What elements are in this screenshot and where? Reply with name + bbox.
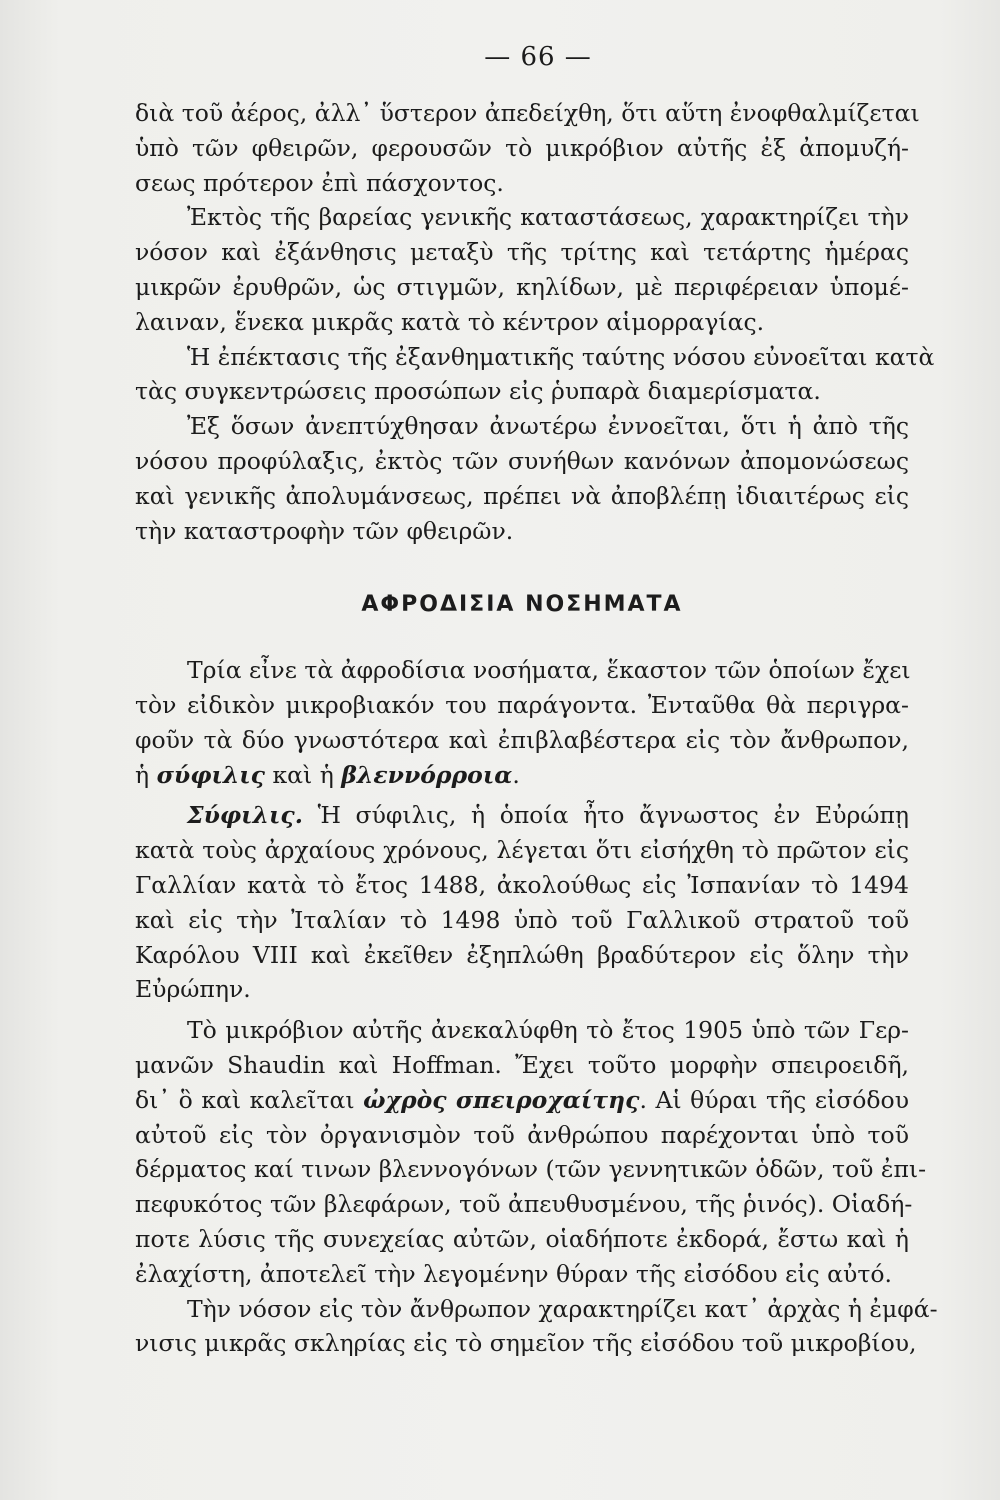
text-line: Τρία εἶνε τὰ ἀφροδίσια νοσήματα, ἕκαστον τῶν ὁποίων ἔχει [187, 656, 911, 685]
paragraph [135, 1292, 938, 1362]
text-line: διὰ τοῦ ἀέρος, ἀλλ᾽ ὕστερον ἀπεδείχθη, ὅτι αὕτη ἐνοφθαλμίζεται [135, 99, 920, 127]
paragraph [135, 798, 909, 1007]
emphasized-term: σύφιλις [156, 760, 265, 789]
text-line: ἐλαχίστη, ἀποτελεῖ τὴν λεγομένην θύραν τῆς εἰσόδου εἰς αὐτό. [135, 1259, 892, 1288]
text-line: μικρῶν ἐρυθρῶν, ὡς στιγμῶν, κηλίδων, μὲ περιφέρειαν ὑπομέ- [135, 272, 909, 301]
text-line [135, 1083, 909, 1118]
text-line: τὸν εἰδικὸν μικροβιακόν του παράγοντα. Ἐνταῦθα θὰ περιγρα- [135, 690, 909, 719]
emphasized-term: βλεννόρροια [341, 760, 513, 789]
paragraph [135, 1013, 927, 1291]
text-line: αὐτοῦ εἰς τὸν ὀργανισμὸν τοῦ ἀνθρώπου παρέχονται ὑπὸ τοῦ [135, 1120, 909, 1149]
text-line: Ἐκτὸς τῆς βαρείας γενικῆς καταστάσεως, χαρακτηρίζει τὴν [187, 203, 909, 232]
text-fragment: ἡ [135, 760, 157, 789]
text-line: φοῦν τὰ δύο γνωστότερα καὶ ἐπιβλαβέστερα εἰς τὸν ἄνθρωπον, [135, 725, 909, 754]
text-line: Καρόλου VIII καὶ ἐκεῖθεν ἐξηπλώθη βραδύτερον εἰς ὅλην τὴν [135, 940, 909, 969]
text-line [135, 758, 909, 793]
paragraph [135, 653, 909, 792]
text-line: πεφυκότος τῶν βλεφάρων, τοῦ ἀπευθυσμένου, τῆς ῥινός). Οἱαδή- [135, 1190, 913, 1219]
page-number: — 66 — [484, 42, 592, 72]
paragraph [135, 409, 909, 548]
text-line: Ἐξ ὅσων ἀνεπτύχθησαν ἀνωτέρω ἐννοεῖται, ὅτι ἡ ἀπὸ τῆς [187, 412, 909, 441]
text-line: Γαλλίαν κατὰ τὸ ἔτος 1488, ἀκολούθως εἰς Ἰσπανίαν τὸ 1494 [135, 870, 909, 899]
text-line: νισις μικρᾶς σκληρίας εἰς τὸ σημεῖον τῆς εἰσόδου τοῦ μικροβίου, [135, 1329, 917, 1358]
emphasized-term: ὠχρὸς σπειροχαίτης [363, 1085, 640, 1114]
text-line: Ἡ ἐπέκτασις τῆς ἐξανθηματικῆς ταύτης νόσου εὐνοεῖται κατὰ [187, 342, 935, 371]
paragraph [135, 96, 920, 200]
text-fragment: . Αἱ θύραι τῆς εἰσόδου [639, 1085, 909, 1114]
text-line: κατὰ τοὺς ἀρχαίους χρόνους, λέγεται ὅτι εἰσήχθη τὸ πρῶτον εἰς [135, 836, 909, 865]
text-fragment: δι᾽ ὃ καὶ καλεῖται [135, 1085, 364, 1114]
text-line: Τὸ μικρόβιον αὐτῆς ἀνεκαλύφθη τὸ ἔτος 1905 ὑπὸ τῶν Γερ- [187, 1016, 909, 1045]
text-line [135, 798, 909, 833]
section-heading: ΑΦΡΟΔΙΣΙΑ ΝΟΣΗΜΑΤΑ [361, 592, 683, 618]
paragraph [135, 340, 935, 410]
text-line: Εὐρώπην. [135, 975, 251, 1004]
text-line: μανῶν Shaudin καὶ Hoffman. Ἔχει τοῦτο μορφὴν σπειροειδῆ, [135, 1050, 909, 1079]
text-line: ποτε λύσις τῆς συνεχείας αὐτῶν, οἱαδήποτε ἐκδορά, ἔστω καὶ ἡ [135, 1224, 909, 1253]
text-line: λαιναν, ἕνεκα μικρᾶς κατὰ τὸ κέντρον αἱμορραγίας. [135, 307, 765, 336]
text-line: καὶ εἰς τὴν Ἰταλίαν τὸ 1498 ὑπὸ τοῦ Γαλλικοῦ στρατοῦ τοῦ [135, 905, 909, 934]
text-fragment: . [512, 760, 520, 789]
text-line: τὴν καταστροφὴν τῶν φθειρῶν. [135, 516, 514, 545]
text-line: Τὴν νόσον εἰς τὸν ἄνθρωπον χαρακτηρίζει κατ᾽ ἀρχὰς ἡ ἐμφά- [187, 1294, 938, 1323]
paragraph [135, 200, 909, 339]
text-line: σεως πρότερον ἐπὶ πάσχοντος. [135, 168, 504, 197]
text-fragment: Ἡ σύφιλις, ἡ ὁποία ἦτο ἄγνωστος ἐν Εὐρώπῃ [302, 801, 909, 830]
text-line: καὶ γενικῆς ἀπολυμάνσεως, πρέπει νὰ ἀποβλέπῃ ἰδιαιτέρως εἰς [135, 481, 909, 510]
text-line: τὰς συγκεντρώσεις προσώπων εἰς ῥυπαρὰ διαμερίσματα. [135, 377, 821, 406]
text-line: νόσον καὶ ἐξάνθησις μεταξὺ τῆς τρίτης καὶ τετάρτης ἡμέρας [135, 238, 909, 267]
text-line: δέρματος καί τινων βλεννογόνων (τῶν γεννητικῶν ὁδῶν, τοῦ ἐπι- [135, 1155, 927, 1184]
body-text [135, 96, 938, 1361]
text-fragment: καὶ ἡ [265, 760, 342, 789]
text-line: νόσου προφύλαξις, ἐκτὸς τῶν συνήθων κανόνων ἀπομονώσεως [135, 446, 909, 475]
text-line: ὑπὸ τῶν φθειρῶν, φερουσῶν τὸ μικρόβιον αὐτῆς ἐξ ἀπομυζή- [135, 133, 909, 162]
run-in-heading: Σύφιλις. [187, 801, 303, 830]
